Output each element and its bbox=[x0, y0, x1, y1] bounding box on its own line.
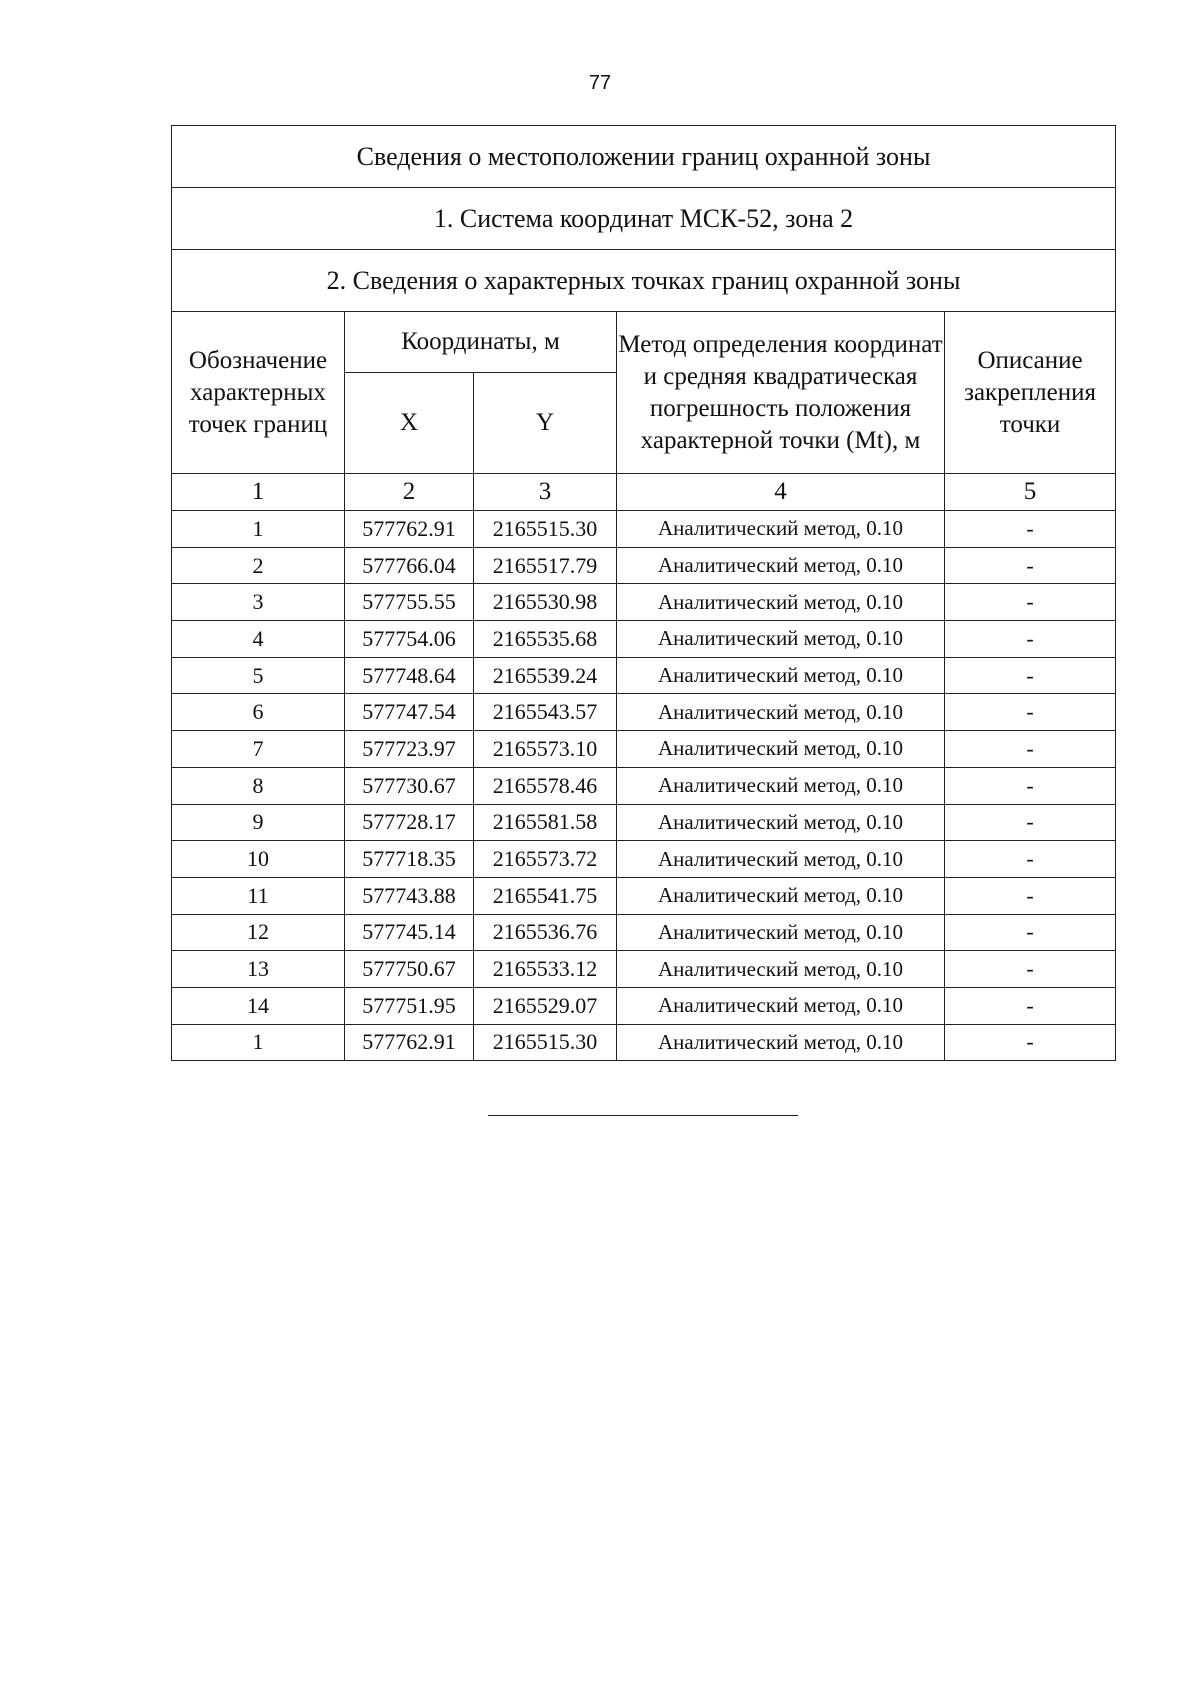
cell-method: Аналитический метод, 0.10 bbox=[617, 987, 945, 1024]
cell-x: 577754.06 bbox=[345, 621, 474, 658]
cell-description: - bbox=[945, 1024, 1116, 1061]
cell-x: 577745.14 bbox=[345, 914, 474, 951]
cell-method: Аналитический метод, 0.10 bbox=[617, 1024, 945, 1061]
cell-description: - bbox=[945, 877, 1116, 914]
table-row bbox=[172, 511, 1116, 548]
cell-point: 2 bbox=[172, 547, 345, 584]
cell-x: 577751.95 bbox=[345, 987, 474, 1024]
cell-method: Аналитический метод, 0.10 bbox=[617, 767, 945, 804]
header-row-1 bbox=[172, 312, 1116, 373]
cell-point: 9 bbox=[172, 804, 345, 841]
cell-y: 2165543.57 bbox=[474, 694, 617, 731]
table-row bbox=[172, 694, 1116, 731]
cell-method: Аналитический метод, 0.10 bbox=[617, 804, 945, 841]
points-section-heading: 2. Сведения о характерных точках границ охранной зоны bbox=[172, 250, 1116, 312]
cell-x: 577750.67 bbox=[345, 951, 474, 988]
cell-x: 577762.91 bbox=[345, 1024, 474, 1061]
cell-point: 12 bbox=[172, 914, 345, 951]
cell-y: 2165517.79 bbox=[474, 547, 617, 584]
cell-x: 577747.54 bbox=[345, 694, 474, 731]
cell-description: - bbox=[945, 694, 1116, 731]
cell-point: 13 bbox=[172, 951, 345, 988]
cell-point: 7 bbox=[172, 731, 345, 768]
cell-method: Аналитический метод, 0.10 bbox=[617, 621, 945, 658]
cell-point: 6 bbox=[172, 694, 345, 731]
cell-description: - bbox=[945, 511, 1116, 548]
cell-method: Аналитический метод, 0.10 bbox=[617, 657, 945, 694]
cell-description: - bbox=[945, 621, 1116, 658]
header-coordinates: Координаты, м bbox=[345, 312, 617, 373]
header-y: Y bbox=[474, 373, 617, 474]
cell-x: 577766.04 bbox=[345, 547, 474, 584]
table-row bbox=[172, 987, 1116, 1024]
column-number: 1 bbox=[172, 474, 345, 511]
table-row bbox=[172, 584, 1116, 621]
cell-description: - bbox=[945, 657, 1116, 694]
table-row bbox=[172, 804, 1116, 841]
cell-point: 1 bbox=[172, 1024, 345, 1061]
cell-point: 4 bbox=[172, 621, 345, 658]
cell-point: 5 bbox=[172, 657, 345, 694]
header-x: X bbox=[345, 373, 474, 474]
cell-method: Аналитический метод, 0.10 bbox=[617, 511, 945, 548]
column-number: 3 bbox=[474, 474, 617, 511]
cell-y: 2165573.10 bbox=[474, 731, 617, 768]
table-row bbox=[172, 657, 1116, 694]
cell-x: 577743.88 bbox=[345, 877, 474, 914]
cell-y: 2165515.30 bbox=[474, 511, 617, 548]
cell-description: - bbox=[945, 767, 1116, 804]
cell-y: 2165529.07 bbox=[474, 987, 617, 1024]
table-row bbox=[172, 914, 1116, 951]
cell-method: Аналитический метод, 0.10 bbox=[617, 584, 945, 621]
table-title: Сведения о местоположении границ охранной зоны bbox=[172, 126, 1116, 188]
cell-point: 11 bbox=[172, 877, 345, 914]
cell-description: - bbox=[945, 584, 1116, 621]
header-point-designation: Обозначение характерных точек границ bbox=[172, 312, 345, 474]
cell-description: - bbox=[945, 914, 1116, 951]
cell-description: - bbox=[945, 731, 1116, 768]
cell-point: 3 bbox=[172, 584, 345, 621]
column-number: 2 bbox=[345, 474, 474, 511]
cell-y: 2165578.46 bbox=[474, 767, 617, 804]
table-row bbox=[172, 621, 1116, 658]
cell-x: 577728.17 bbox=[345, 804, 474, 841]
cell-y: 2165535.68 bbox=[474, 621, 617, 658]
cell-method: Аналитический метод, 0.10 bbox=[617, 731, 945, 768]
cell-method: Аналитический метод, 0.10 bbox=[617, 841, 945, 878]
cell-method: Аналитический метод, 0.10 bbox=[617, 694, 945, 731]
cell-x: 577718.35 bbox=[345, 841, 474, 878]
cell-x: 577762.91 bbox=[345, 511, 474, 548]
column-number: 5 bbox=[945, 474, 1116, 511]
cell-y: 2165533.12 bbox=[474, 951, 617, 988]
cell-description: - bbox=[945, 987, 1116, 1024]
cell-y: 2165530.98 bbox=[474, 584, 617, 621]
header-description: Описание закрепления точки bbox=[945, 312, 1116, 474]
table-row bbox=[172, 767, 1116, 804]
cell-y: 2165515.30 bbox=[474, 1024, 617, 1061]
cell-point: 14 bbox=[172, 987, 345, 1024]
coordinate-system: 1. Система координат МСК-52, зона 2 bbox=[172, 188, 1116, 250]
cell-y: 2165539.24 bbox=[474, 657, 617, 694]
table-title-row bbox=[172, 126, 1116, 188]
closing-rule bbox=[488, 1115, 798, 1116]
cell-y: 2165581.58 bbox=[474, 804, 617, 841]
cell-x: 577755.55 bbox=[345, 584, 474, 621]
table-row bbox=[172, 731, 1116, 768]
cell-point: 10 bbox=[172, 841, 345, 878]
table-row bbox=[172, 877, 1116, 914]
coordinate-system-row bbox=[172, 188, 1116, 250]
points-section-row bbox=[172, 250, 1116, 312]
cell-description: - bbox=[945, 951, 1116, 988]
cell-y: 2165541.75 bbox=[474, 877, 617, 914]
cell-description: - bbox=[945, 547, 1116, 584]
cell-method: Аналитический метод, 0.10 bbox=[617, 877, 945, 914]
cell-description: - bbox=[945, 804, 1116, 841]
header-method: Метод определения координат и средняя квадратическая погрешность положения характерной точки (Mt), м bbox=[617, 312, 945, 474]
cell-y: 2165573.72 bbox=[474, 841, 617, 878]
cell-point: 8 bbox=[172, 767, 345, 804]
table-row bbox=[172, 951, 1116, 988]
cell-description: - bbox=[945, 841, 1116, 878]
cell-y: 2165536.76 bbox=[474, 914, 617, 951]
cell-method: Аналитический метод, 0.10 bbox=[617, 951, 945, 988]
cell-x: 577723.97 bbox=[345, 731, 474, 768]
table-row bbox=[172, 547, 1116, 584]
table-row bbox=[172, 841, 1116, 878]
page-number: 77 bbox=[588, 72, 612, 94]
column-numbers-row bbox=[172, 474, 1116, 511]
cell-method: Аналитический метод, 0.10 bbox=[617, 914, 945, 951]
cell-method: Аналитический метод, 0.10 bbox=[617, 547, 945, 584]
boundary-points-table bbox=[171, 125, 1116, 1061]
cell-point: 1 bbox=[172, 511, 345, 548]
cell-x: 577748.64 bbox=[345, 657, 474, 694]
column-number: 4 bbox=[617, 474, 945, 511]
cell-x: 577730.67 bbox=[345, 767, 474, 804]
table-row bbox=[172, 1024, 1116, 1061]
